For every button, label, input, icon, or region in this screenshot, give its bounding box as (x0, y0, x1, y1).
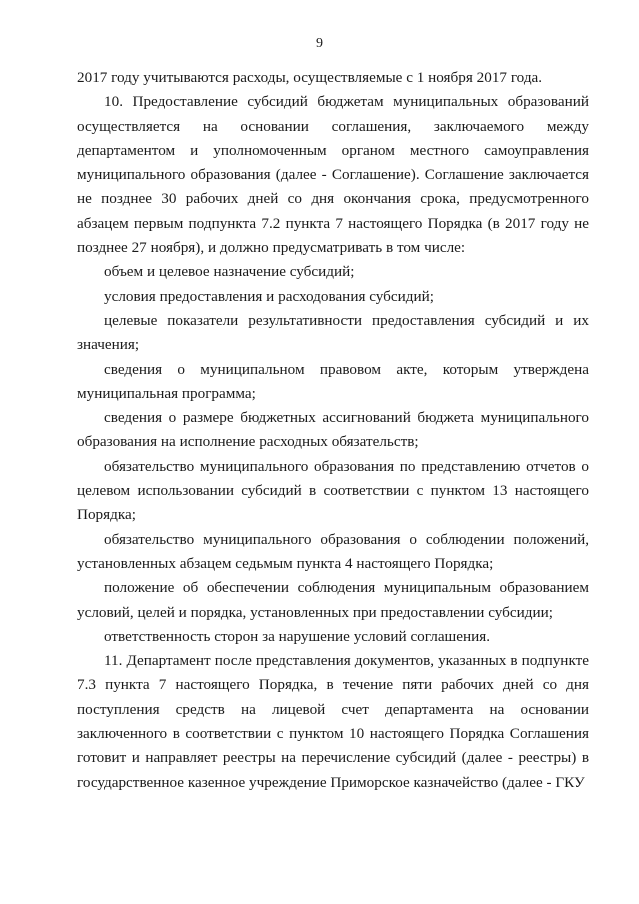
paragraph-clause-10: 10. Предоставление субсидий бюджетам муниципальных образований осуществляется на основании соглашения, заключаемого между департаментом и уполномоченным органом местного самоуправления муниципального образования (далее - Соглашение). Соглашение заключается не позднее 30 рабочих дней со дня окончания срока, предусмотренного абзацем первым подпункта 7.2 пункта 7 настоящего Порядка (в 2017 году не позднее 27 ноября), и должно предусматривать в том числе: (77, 93, 589, 257)
list-item-target-indicators: целевые показатели результативности предоставления субсидий и их значения; (77, 311, 589, 354)
list-item-conditions: условия предоставления и расходования субсидий; (104, 287, 434, 305)
page-number: 9 (316, 36, 323, 51)
list-item-budget-allocations: сведения о размере бюджетных ассигнований бюджета муниципального образования на исполнение расходных обязательств; (77, 409, 589, 451)
list-item-reporting-obligation: обязательство муниципального образования по представлению отчетов о целевом использовании субсидий в соответствии с пунктом 13 настоящего Порядка; (77, 457, 589, 524)
list-item-compliance-obligation: обязательство муниципального образования о соблюдении положений, установленных абзацем седьмым пункта 4 настоящего Порядка; (77, 530, 589, 572)
list-item-volume-purpose: объем и целевое назначение субсидий; (104, 263, 355, 281)
list-item-responsibility: ответственность сторон за нарушение условий соглашения. (104, 627, 491, 645)
paragraph-clause-11: 11. Департамент после представления документов, указанных в подпункте 7.3 пункта 7 настоящего Порядка, в течение пяти рабочих дней со дня поступления средств на лицевой счет департамента на основании заключенного в соответствии с пунктом 10 настоящего Порядка Соглашения готовит и направляет реестры на перечисление субсидий (далее - реестры) в государственное казенное учреждение Приморское казначейство (далее - ГКУ (77, 652, 589, 791)
document-body (77, 66, 589, 795)
paragraph-continuation: 2017 году учитываются расходы, осуществляемые с 1 ноября 2017 года. (77, 69, 543, 86)
list-item-legal-act: сведения о муниципальном правовом акте, которым утверждена муниципальная программа; (77, 360, 589, 402)
list-item-compliance-provision: положение об обеспечении соблюдения муниципальным образованием условий, целей и порядка, установленных при предоставлении субсидии; (77, 579, 589, 621)
